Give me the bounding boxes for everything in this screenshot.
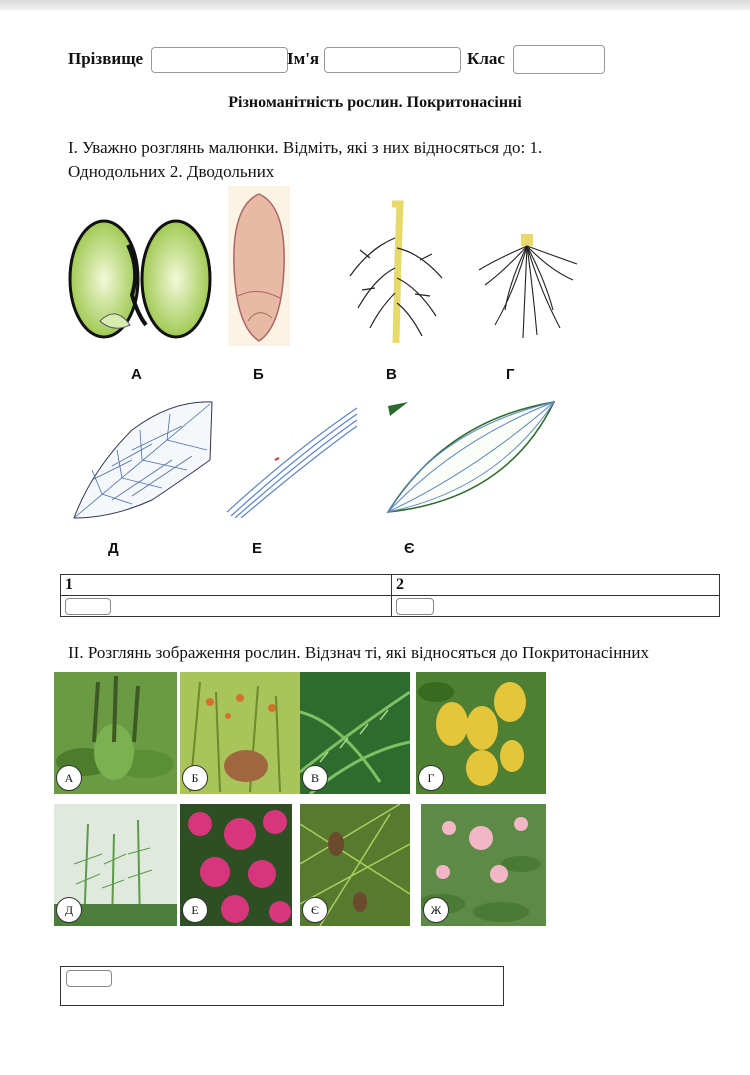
photo-label-h: Г [418,765,444,791]
table-header-1: 1 [61,575,392,596]
answer-input-2[interactable] [396,598,434,615]
image-letter-e: Е [252,540,263,557]
image-letter-d: Д [108,540,119,557]
task1-text-line2: Однодольних 2. Дводольних [68,162,275,181]
table-header-2: 2 [392,575,720,596]
task2-answer-area [60,966,504,1006]
plant-photo-e [180,804,292,926]
answer-cell-2 [392,596,720,617]
plant-photo-v [300,672,410,794]
plant-photo-a [54,672,177,794]
surname-input[interactable] [151,47,288,73]
image-letter-v: В [386,366,397,383]
net-vein-leaf-image [72,400,214,520]
photo-label-d: Д [56,897,82,923]
photo-label-ye: Є [302,897,328,923]
page-title: Різноманітність рослин. Покритонасінні [228,94,522,111]
name-label: Ім'я [287,49,320,68]
answer-table [60,574,720,617]
task2-answer-input[interactable] [66,970,112,987]
answer-cell-1 [61,596,392,617]
plant-photo-d [54,804,177,926]
photo-label-zh: Ж [423,897,449,923]
plant-photo-zh [421,804,546,926]
plant-photo-b [180,672,303,794]
image-letter-h: Г [506,366,515,383]
taproot-image [340,198,450,346]
task2-text: ІІ. Розглянь зображення рослин. Відзнач ті, які відносяться до Покритонасінних [68,643,649,662]
image-letter-ye: Є [404,540,415,557]
photo-label-e: Е [182,897,208,923]
photo-label-b: Б [182,765,208,791]
bean-seed-image [68,215,213,345]
plant-photo-h [416,672,546,794]
class-input[interactable] [513,45,605,74]
surname-label: Прізвище [68,49,144,68]
photo-label-v: В [302,765,328,791]
class-label: Клас [467,49,505,68]
top-edge [0,0,750,10]
parallel-vein-leaf-image-e [225,400,358,518]
task1-text-line1: І. Уважно розглянь малюнки. Відміть, які з них відносяться до: 1. [68,138,543,157]
image-letter-a: А [131,366,142,383]
grain-seed-image [228,186,290,346]
fibrous-root-image [475,230,580,340]
photo-label-a: А [56,765,82,791]
answer-input-1[interactable] [65,598,111,615]
name-input[interactable] [324,47,461,73]
plant-photo-ye [300,804,410,926]
image-letter-b: Б [253,366,264,383]
arc-vein-leaf-image [386,400,556,518]
